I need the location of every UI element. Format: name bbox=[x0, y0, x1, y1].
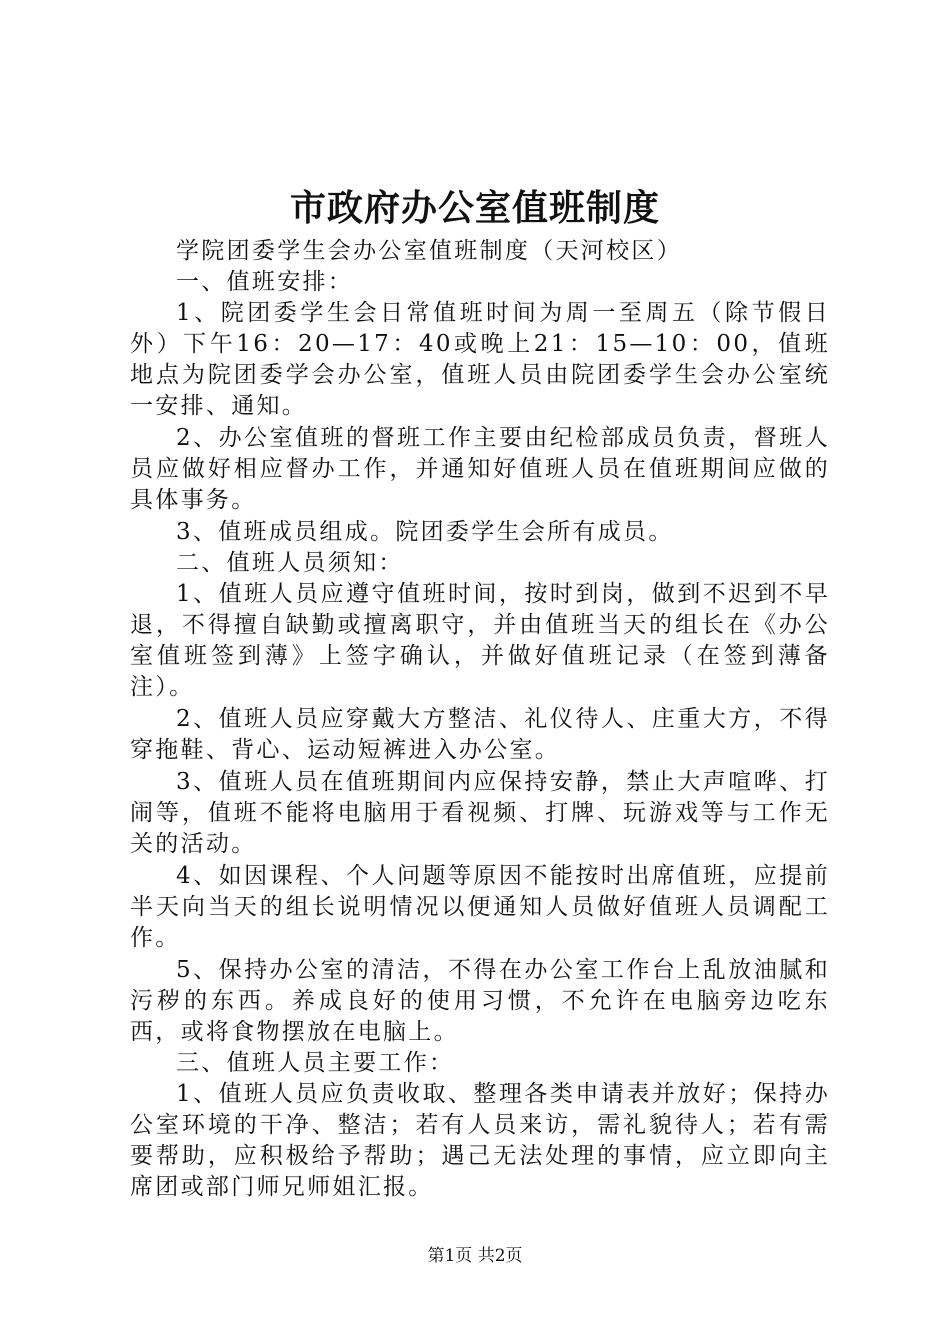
section-heading-3: 三、值班人员主要工作： bbox=[176, 1050, 455, 1076]
paragraph: 4、如因课程、个人问题等原因不能按时出席值班，应提前半天向当天的组长说明情况以便通知人员做好值班人员调配工作。 bbox=[130, 863, 830, 951]
section-heading-2: 二、值班人员须知： bbox=[176, 550, 404, 576]
paragraph: 3、值班成员组成。院团委学生会所有成员。 bbox=[176, 519, 674, 545]
document-subtitle: 学院团委学生会办公室值班制度（天河校区） bbox=[176, 238, 682, 264]
paragraph: 5、保持办公室的清洁，不得在办公室工作台上乱放油腻和污秽的东西。养成良好的使用习惯，不允许在电脑旁边吃东西，或将食物摆放在电脑上。 bbox=[130, 957, 830, 1045]
document-body bbox=[130, 236, 830, 1203]
paragraph: 2、办公室值班的督班工作主要由纪检部成员负责，督班人员应做好相应督办工作，并通知好值班人员在值班期间应做的具体事务。 bbox=[130, 425, 830, 513]
section-heading-1: 一、值班安排： bbox=[176, 269, 354, 295]
paragraph: 2、值班人员应穿戴大方整洁、礼仪待人、庄重大方，不得穿拖鞋、背心、运动短裤进入办公室。 bbox=[130, 706, 830, 763]
paragraph: 3、值班人员在值班期间内应保持安静，禁止大声喧哗、打闹等，值班不能将电脑用于看视频、打牌、玩游戏等与工作无关的活动。 bbox=[130, 769, 830, 857]
paragraph: 1、值班人员应负责收取、整理各类申请表并放好；保持办公室环境的干净、整洁；若有人员来访，需礼貌待人；若有需要帮助，应积极给予帮助；遇己无法处理的事情，应立即向主席团或部门师兄师姐汇报。 bbox=[130, 1081, 830, 1200]
paragraph: 1、值班人员应遵守值班时间，按时到岗，做到不迟到不早退，不得擅自缺勤或擅离职守，并由值班当天的组长在《办公室值班签到薄》上签字确认，并做好值班记录（在签到薄备注）。 bbox=[130, 581, 830, 700]
page-footer: 第1页 共2页 bbox=[427, 1246, 523, 1266]
document-title: 市政府办公室值班制度 bbox=[289, 187, 660, 229]
paragraph: 1、院团委学生会日常值班时间为周一至周五（除节假日外）下午16：20—17：40或晚上21：15—10：00，值班地点为院团委学会办公室，值班人员由院团委学生会办公室统一安排、通知。 bbox=[130, 300, 830, 419]
